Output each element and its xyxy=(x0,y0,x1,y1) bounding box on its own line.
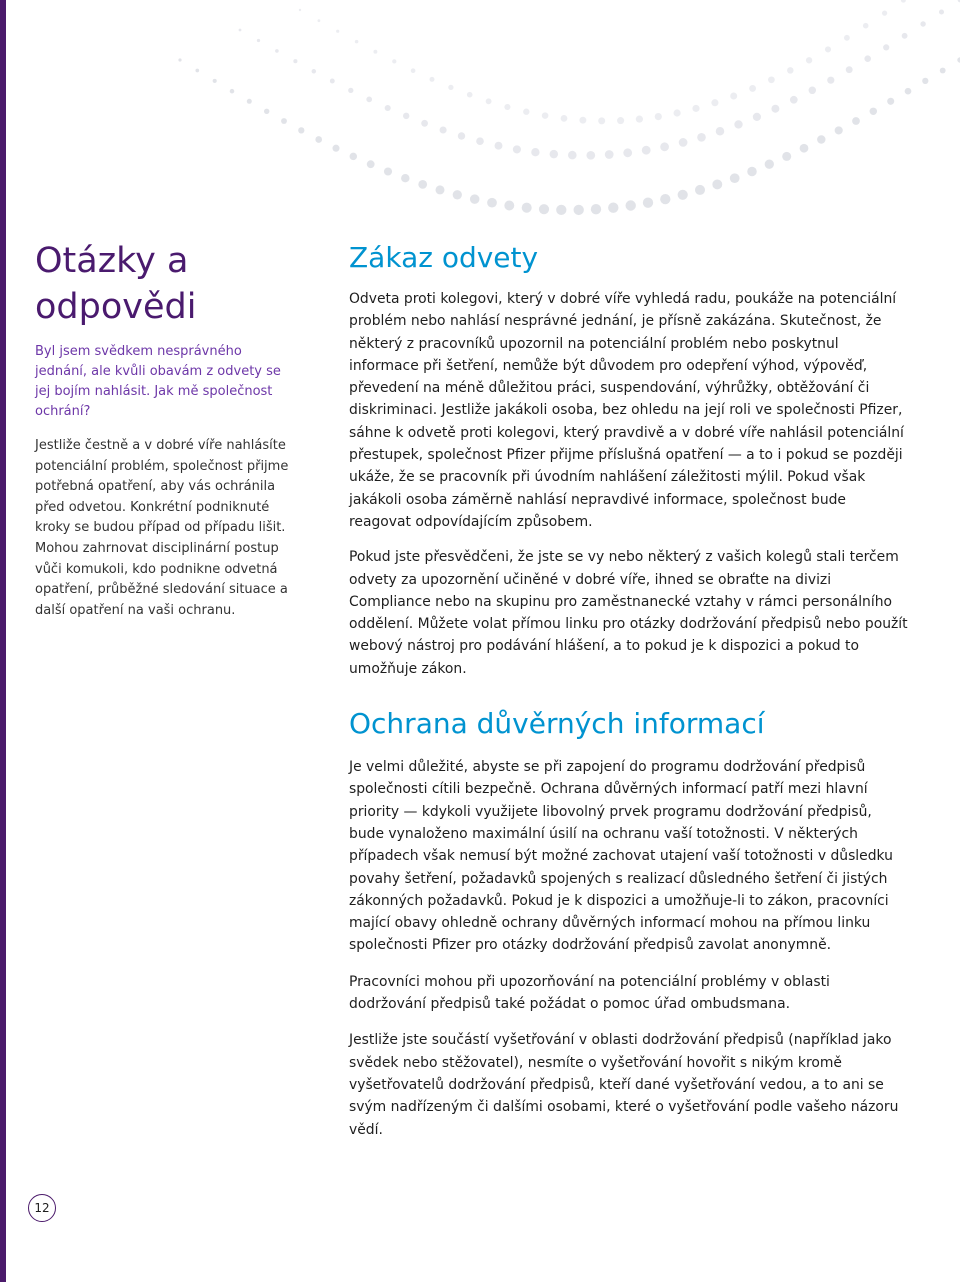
decorative-dot xyxy=(430,77,435,82)
decorative-dot xyxy=(411,68,416,73)
decorative-dot xyxy=(586,151,595,160)
decorative-dot xyxy=(787,67,794,74)
decorative-dot xyxy=(293,59,297,63)
decorative-dot xyxy=(247,99,252,104)
decorative-dot xyxy=(568,151,577,160)
decorative-dot xyxy=(753,113,761,121)
decorative-dot xyxy=(771,105,779,113)
decorative-dot xyxy=(605,150,614,159)
decorative-dot xyxy=(642,146,651,155)
decorative-dot xyxy=(749,85,756,92)
decorative-dot xyxy=(523,109,529,115)
decorative-dot xyxy=(366,97,372,103)
decorative-dot xyxy=(730,173,740,183)
decorative-dot xyxy=(844,35,850,41)
decorative-dot xyxy=(281,118,287,124)
decorative-dot xyxy=(336,30,339,33)
decorative-dot xyxy=(940,68,946,74)
decorative-dot xyxy=(539,204,549,214)
decorative-dot xyxy=(883,44,889,50)
decorative-dot xyxy=(864,55,871,62)
decorative-dot xyxy=(660,194,670,204)
decorative-dot xyxy=(608,203,618,213)
page-number: 12 xyxy=(28,1194,56,1222)
decorative-dot xyxy=(782,152,791,161)
decorative-dot xyxy=(870,108,877,115)
decorative-dot xyxy=(448,85,453,90)
decorative-dot xyxy=(392,59,396,63)
decorative-dot xyxy=(531,148,539,156)
decorative-dot xyxy=(385,105,391,111)
decorative-dot xyxy=(513,145,521,153)
decorative-dot xyxy=(679,138,688,147)
decorative-dot xyxy=(348,88,353,93)
decorative-dot xyxy=(882,10,887,15)
decorative-dot xyxy=(178,58,181,61)
decorative-dot-arcs xyxy=(0,0,960,230)
decorative-dot xyxy=(825,46,831,52)
decorative-dot xyxy=(257,39,260,42)
decorative-dot xyxy=(418,180,427,189)
decorative-dot xyxy=(574,205,584,215)
decorative-dot xyxy=(561,115,568,122)
decorative-dot xyxy=(230,89,235,94)
decorative-dot xyxy=(636,116,643,123)
decorative-dot xyxy=(800,144,809,153)
confidentiality-paragraph-1: Je velmi důležité, abyste se při zapojení do programu dodržování předpisů společnosti cítili bezpečně. Ochrana důvěrných informací patří mezi hlavní priority — kdykoli využijete libovolný prvek programu dodržování předpisů, bude vynaloženo maximální úsilí na ochranu vaší totožnosti. V některých případech však nemusí být možné zachovat utajení vaší totožnosti v důsledku povahy šetření, požadavků spojených s realizací důsledného šetření či jistých zákonných požadavků. Pokud je k dispozici a umožňuje-li to zákon, pracovníci mající obavy ohledně ochrany důvěrných informací mohou na přímou linku společnosti Pfizer pro otázky dodržování předpisů zavolat anonymně. xyxy=(349,759,893,954)
decorative-dot xyxy=(550,150,558,158)
decorative-dot xyxy=(470,194,480,204)
retaliation-paragraph-1: Odveta proti kolegovi, který v dobré víře vyhledá radu, poukáže na potenciální problém nebo nahlásí nesprávné jednání, je přísně zakázána. Skutečnost, že některý z pracovníků upozornil na potenciální problém nebo poskytnul informace při šetření, nemůže být důvodem pro odepření výhod, výpověď, převedení na méně důležitou práci, suspendování, výhrůžky, obtěžování či diskriminaci. Jestliže jakákoli osoba, bez ohledu na její roli ve společnosti Pfizer, sáhne k odvetě proti kolegovi, který pravdivě a v dobré víře nahlásil potenciální přestupek, společnost Pfizer přijme příslušná opatření — a to i pokud se později ukáže, že se pracovník při úvodním nahlášení záležitosti mýlil. Pokud však jakákoli osoba záměrně nahlásí nepravdivé informace, společnost bude reagovat odpovídajícím způsobem. xyxy=(349,291,904,530)
sidebar-question: Byl jsem svědkem nesprávného jednání, ale kvůli obavám z odvety se jej bojím nahlásit. Jak mě společnost ochrání? xyxy=(35,344,281,419)
decorative-dot xyxy=(712,179,722,189)
main-content xyxy=(349,238,909,1141)
section-heading-confidentiality: Ochrana důvěrných informací xyxy=(349,707,765,741)
decorative-dot xyxy=(863,23,869,29)
decorative-dot xyxy=(617,117,624,124)
decorative-dot xyxy=(922,78,928,84)
decorative-dot xyxy=(355,40,359,44)
decorative-dot xyxy=(697,133,706,142)
decorative-dot xyxy=(695,185,705,195)
decorative-dot xyxy=(401,174,409,182)
decorative-dot xyxy=(318,19,321,22)
section-heading-retaliation: Zákaz odvety xyxy=(349,241,539,274)
decorative-dot xyxy=(332,145,339,152)
decorative-dot xyxy=(817,135,825,143)
decorative-dot xyxy=(556,205,566,215)
decorative-dot xyxy=(734,120,742,128)
sidebar-title-line1: Otázky a xyxy=(35,241,189,281)
retaliation-paragraph-2: Pokud jste přesvědčeni, že jste se vy nebo některý z vašich kolegů stali terčem odvety za upozornění učiněné v dobré víře, ihned se obraťte na divizi Compliance nebo na skupinu pro zaměstnanecké vztahy v rámci personálního oddělení. Můžete volat přímou linku pro otázky dodržování předpisů nebo použít webový nástroj pro podávání hlášení, a to pokud je k dispozici a pokud to umožňuje zákon. xyxy=(349,549,908,677)
decorative-dot xyxy=(421,120,428,127)
decorative-dot xyxy=(453,190,462,199)
decorative-dot xyxy=(373,50,377,54)
decorative-dot xyxy=(730,93,737,100)
decorative-dot xyxy=(315,136,322,143)
decorative-dot xyxy=(350,153,357,160)
decorative-dot xyxy=(660,142,669,151)
sidebar-title xyxy=(35,238,297,330)
decorative-dot xyxy=(809,87,816,94)
decorative-dot xyxy=(716,127,725,136)
decorative-dot xyxy=(835,126,843,134)
decorative-dot xyxy=(504,201,514,211)
decorative-dot xyxy=(367,160,375,168)
decorative-dot xyxy=(299,9,301,11)
decorative-dot xyxy=(902,33,908,39)
decorative-dot xyxy=(711,99,718,106)
decorative-dot xyxy=(674,109,681,116)
decorative-dot xyxy=(486,98,492,104)
decorative-dot xyxy=(768,76,775,83)
decorative-dot xyxy=(264,109,269,114)
decorative-dot xyxy=(495,142,503,150)
decorative-dot xyxy=(435,185,444,194)
decorative-dot xyxy=(765,160,774,169)
decorative-dot xyxy=(920,21,925,26)
decorative-dot xyxy=(790,96,798,104)
decorative-dot xyxy=(522,203,532,213)
decorative-dot xyxy=(384,167,392,175)
decorative-dot xyxy=(827,77,834,84)
decorative-dot xyxy=(239,29,242,32)
decorative-dot xyxy=(330,79,335,84)
decorative-dot xyxy=(467,92,473,98)
decorative-dot xyxy=(806,57,812,63)
decorative-dot xyxy=(440,126,447,133)
confidentiality-paragraph-3: Jestliže jste součástí vyšetřování v oblasti dodržování předpisů (například jako svědek nebo stěžovatel), nesmíte o vyšetřování hovořit s nikým kromě vyšetřovatelů dodržování předpisů, kteří dané vyšetřování vedou, a to ani se svým nadřízeným či dalšími osobami, které o vyšetřování podle vašeho názoru vědí. xyxy=(349,1032,899,1138)
decorative-dot xyxy=(213,79,217,83)
decorative-dot xyxy=(542,112,549,119)
decorative-dot xyxy=(852,117,860,125)
decorative-dot xyxy=(275,49,279,53)
decorative-dot xyxy=(846,66,853,73)
decorative-dot xyxy=(747,167,757,177)
decorative-dot xyxy=(655,113,662,120)
decorative-dot xyxy=(579,117,586,124)
sidebar-answer: Jestliže čestně a v dobré víře nahlásíte potenciální problém, společnost přijme potřebná opatření, aby vás ochránila před odvetou. Konkrétní podniknuté kroky se budou případ od případu lišit. Mohou zahrnovat disciplinární postup vůči komukoli, kdo podnikne odvetná opatření, průběžné sledování situace a další opatření na vaši ochranu. xyxy=(35,438,289,618)
decorative-dot xyxy=(678,190,688,200)
decorative-dot xyxy=(598,117,605,124)
decorative-dot xyxy=(887,98,894,105)
decorative-dot xyxy=(623,148,632,157)
decorative-dot xyxy=(403,113,409,119)
qa-sidebar xyxy=(35,238,297,621)
decorative-dot xyxy=(591,204,601,214)
decorative-dot xyxy=(626,200,636,210)
decorative-dot xyxy=(901,0,906,3)
decorative-dot xyxy=(312,69,317,74)
decorative-dot xyxy=(298,127,304,133)
confidentiality-paragraph-2: Pracovníci mohou při upozorňování na potenciální problémy v oblasti dodržování předpisů také požádat o pomoc úřad ombudsmana. xyxy=(349,973,830,1013)
decorative-dot xyxy=(643,198,653,208)
sidebar-title-line2: odpovědi xyxy=(35,287,197,327)
decorative-dot xyxy=(458,132,465,139)
decorative-dot xyxy=(195,69,199,73)
decorative-dot xyxy=(487,198,497,208)
decorative-dot xyxy=(905,88,912,95)
decorative-dot xyxy=(504,104,510,110)
decorative-dot xyxy=(939,9,944,14)
decorative-dot xyxy=(476,137,484,145)
decorative-dot xyxy=(692,105,699,112)
